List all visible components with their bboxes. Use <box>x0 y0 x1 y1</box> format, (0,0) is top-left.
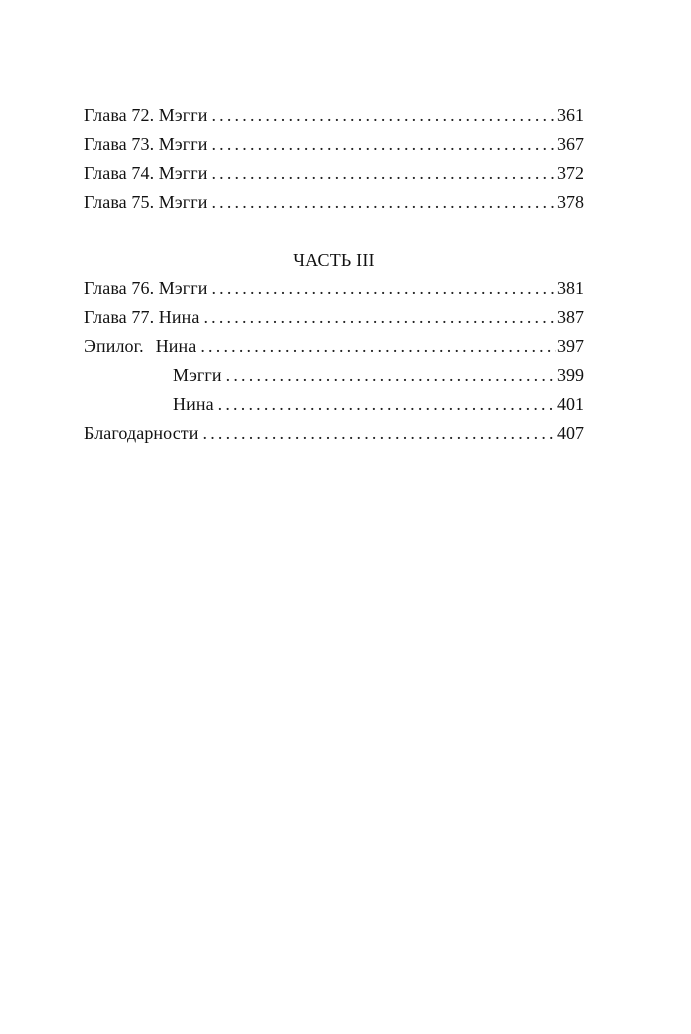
toc-page-number: 401 <box>557 394 584 414</box>
dot-leader <box>211 159 556 188</box>
toc-chapter-name: Мэгги <box>158 134 208 154</box>
toc-entry-title <box>84 159 207 188</box>
toc-chapter-label: Глава 73. <box>84 134 155 154</box>
toc-chapter-label: Глава 74. <box>84 163 155 183</box>
toc-entry-title <box>84 303 199 332</box>
toc-chapter-label: Глава 72. <box>84 105 155 125</box>
dot-leader <box>203 419 556 448</box>
toc-entry-acknowledgements[interactable] <box>84 419 584 448</box>
toc-page-number: 372 <box>557 163 584 183</box>
toc-entry-chapter-73[interactable] <box>84 130 584 159</box>
toc-chapter-name: Мэгги <box>158 163 208 183</box>
dot-leader <box>218 390 556 419</box>
toc-page-number: 378 <box>557 192 584 212</box>
toc-chapter-label: Глава 76. <box>84 278 155 298</box>
dot-leader <box>211 130 556 159</box>
toc-chapter-name: Мэгги <box>158 278 208 298</box>
dot-leader <box>226 361 556 390</box>
toc-entry-title <box>173 390 214 419</box>
dot-leader <box>203 303 556 332</box>
toc-chapter-label: Глава 75. <box>84 192 155 212</box>
toc-entry-title <box>84 419 199 448</box>
dot-leader <box>211 188 556 217</box>
toc-page-number: 399 <box>557 365 584 385</box>
toc-page-number: 397 <box>557 336 584 356</box>
toc-entry-title <box>84 274 207 303</box>
toc-chapter-name: Мэгги <box>173 365 222 385</box>
part-heading: ЧАСТЬ III <box>293 250 375 270</box>
table-of-contents <box>84 101 584 448</box>
toc-entry-title <box>84 188 207 217</box>
toc-entry-epilogue-maggie[interactable] <box>84 361 584 390</box>
dot-leader <box>200 332 556 361</box>
toc-entry-chapter-77[interactable] <box>84 303 584 332</box>
dot-leader <box>211 101 556 130</box>
toc-page-number: 381 <box>557 278 584 298</box>
toc-chapter-name: Мэгги <box>158 105 208 125</box>
toc-chapter-label: Благодарности <box>84 423 199 443</box>
toc-entry-title <box>84 332 196 361</box>
toc-entry-title <box>84 101 207 130</box>
toc-chapter-label: Эпилог. <box>84 336 144 356</box>
toc-entry-chapter-76[interactable] <box>84 274 584 303</box>
toc-chapter-label: Глава 77. <box>84 307 155 327</box>
toc-chapter-name: Нина <box>173 394 214 414</box>
toc-entry-title <box>173 361 222 390</box>
toc-page-number: 361 <box>557 105 584 125</box>
toc-page-number: 387 <box>557 307 584 327</box>
toc-page-number: 407 <box>557 423 584 443</box>
toc-page-number: 367 <box>557 134 584 154</box>
toc-entry-epilogue-nina[interactable] <box>84 332 584 361</box>
toc-entry-chapter-75[interactable] <box>84 188 584 217</box>
toc-entry-epilogue-nina-2[interactable] <box>84 390 584 419</box>
toc-entry-title <box>84 130 207 159</box>
dot-leader <box>211 274 556 303</box>
toc-chapter-name: Нина <box>155 336 197 356</box>
toc-entry-chapter-74[interactable] <box>84 159 584 188</box>
toc-chapter-name: Мэгги <box>158 192 208 212</box>
toc-entry-chapter-72[interactable] <box>84 101 584 130</box>
toc-chapter-name: Нина <box>158 307 200 327</box>
